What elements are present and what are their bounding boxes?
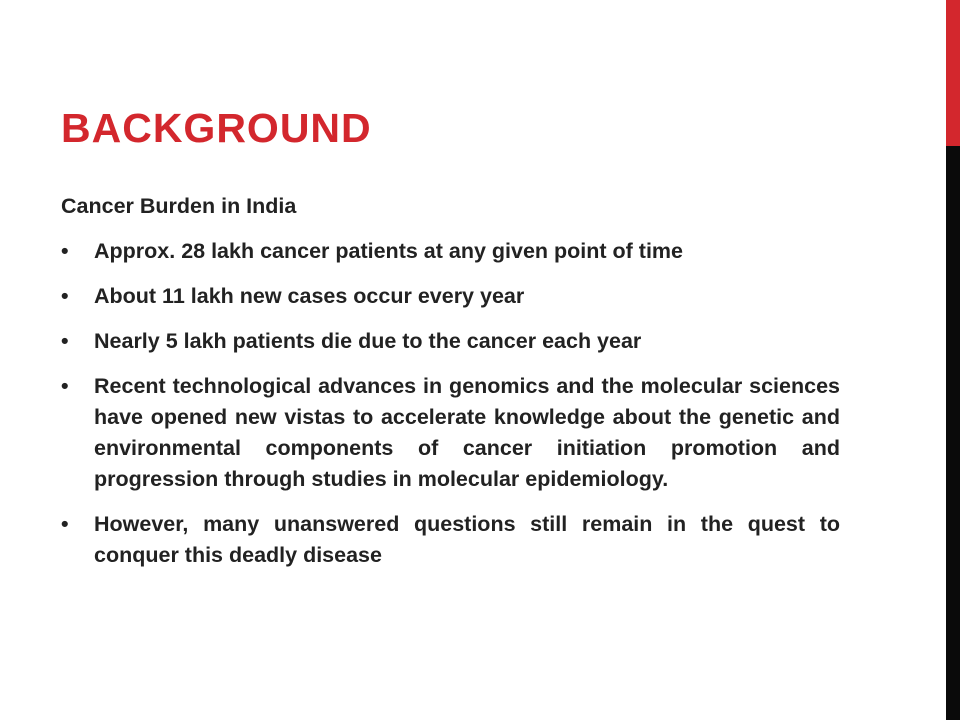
bullet-item	[61, 326, 840, 357]
bullet-item	[61, 509, 840, 571]
bullet-dot-icon: •	[61, 329, 69, 353]
bullet-text: However, many unanswered questions still remain in the quest to conquer this deadly disease	[94, 512, 840, 567]
bullet-text: Approx. 28 lakh cancer patients at any given point of time	[94, 239, 684, 263]
bullet-text: Nearly 5 lakh patients die due to the cancer each year	[94, 329, 642, 353]
subheading: Cancer Burden in India	[61, 194, 297, 218]
bullet-list	[61, 236, 840, 571]
bullet-text: About 11 lakh new cases occur every year	[94, 284, 525, 308]
bullet-item	[61, 281, 840, 312]
bullet-dot-icon: •	[61, 284, 69, 308]
bullet-dot-icon: •	[61, 374, 69, 398]
accent-bar-red	[946, 0, 960, 146]
bullet-item	[61, 371, 840, 495]
accent-bar-black	[946, 146, 960, 720]
bullet-text: Recent technological advances in genomics and the molecular sciences have opened new vistas to accelerate knowledge about the genetic and environmental components of cancer initiation promotion and progression through studies in molecular epidemiology.	[94, 374, 840, 491]
bullet-dot-icon: •	[61, 512, 69, 536]
bullet-item	[61, 236, 840, 267]
slide-title: BACKGROUND	[61, 105, 372, 151]
slide-content	[61, 191, 840, 585]
bullet-dot-icon: •	[61, 239, 69, 263]
